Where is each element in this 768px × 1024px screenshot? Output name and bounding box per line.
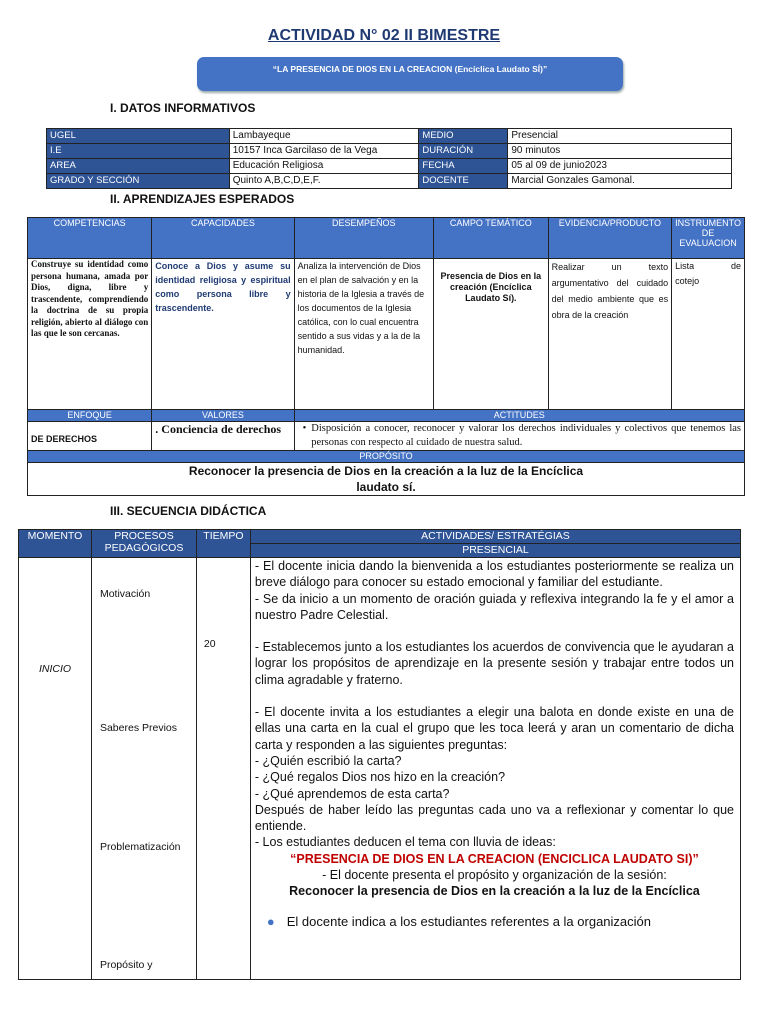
campo-tematico-text: Presencia de Dios en la creación (Encíclica Laudato Sí). (433, 259, 548, 410)
actitud-text: Disposición a conocer, reconocer y valorar los derechos individuales y colectivos que tenemos las personas con respecto al cuidado de nuestra salud. (311, 423, 741, 448)
valor-text: . Conciencia de derechos (152, 422, 294, 451)
banner-text: “LA PRESENCIA DE DIOS EN LA CREACION (Encíclica Laudato SÍ)” (272, 64, 548, 74)
pregunta-1: - ¿Quién escribió la carta? (254, 753, 402, 768)
actividad-presenta-proposito: - El docente presenta el propósito y organización de la sesión: (322, 868, 667, 883)
duracion-label: DURACIÓN (419, 144, 508, 159)
header-competencias: COMPETENCIAS (28, 218, 152, 259)
topic-banner (197, 57, 623, 91)
header-actitudes: ACTITUDES (294, 410, 744, 422)
header-enfoque: ENFOQUE (28, 410, 152, 422)
actividad-reflexion: Después de haber leído las preguntas cada uno va a reflexionar y comentar lo que entiende. (254, 802, 734, 834)
info-row (47, 144, 732, 159)
aprendizajes-table (27, 217, 745, 496)
aprendizajes-content-row (28, 259, 745, 410)
tiempo-cell (196, 558, 250, 980)
proceso-motivacion: Motivación (99, 588, 151, 600)
capacidad-text: Conoce a Dios y asume su identidad religiosa y espiritual como persona libre y trascendente. (152, 259, 294, 410)
header-procesos: PROCESOS PEDAGÓGICOS (91, 530, 196, 558)
header-presencial: PRESENCIAL (250, 544, 740, 558)
enfoque-header-row (28, 410, 745, 422)
header-campo-tematico: CAMPO TEMÁTICO (433, 218, 548, 259)
secuencia-header-row (19, 530, 741, 544)
section-aprendizajes: II. APRENDIZAJES ESPERADOS (110, 192, 295, 206)
area-label: AREA (47, 159, 230, 174)
docente-label: DOCENTE (419, 174, 508, 189)
proposito-line-2: laudato sí. (356, 480, 416, 494)
procesos-cell (91, 558, 196, 980)
proceso-saberes-previos: Saberes Previos (99, 722, 178, 734)
medio-value: Presencial (508, 129, 732, 144)
section-secuencia: III. SECUENCIA DIDÁCTICA (110, 504, 267, 518)
ie-value: 10157 Inca Garcilaso de la Vega (229, 144, 419, 159)
actividad-organizacion: ● El docente indica a los estudiantes referentes a la organización (266, 913, 651, 929)
secuencia-table (18, 529, 741, 980)
header-valores: VALORES (152, 410, 294, 422)
tiempo-value: 20 (203, 638, 216, 650)
header-instrumento: INSTRUMENTO DE EVALUACION (672, 218, 745, 259)
proceso-proposito: Propósito y (99, 959, 153, 971)
section-datos-informativos: I. DATOS INFORMATIVOS (110, 101, 256, 115)
header-desempenos: DESEMPEÑOS (294, 218, 433, 259)
duracion-value: 90 minutos (508, 144, 732, 159)
info-row (47, 174, 732, 189)
actividad-acuerdos: - Establecemos junto a los estudiantes los acuerdos de convivencia que le ayudaran a lograr los propósitos de aprendizaje en la presente sesión y trabajar entre todos un clima agradable y fraterno. (254, 640, 734, 687)
actividades-cell (250, 558, 740, 980)
proposito-line-1: Reconocer la presencia de Dios en la creación a la luz de la Encíclica (188, 464, 584, 478)
momento-cell (19, 558, 92, 980)
aprendizajes-header-row (28, 218, 745, 259)
fecha-label: FECHA (419, 159, 508, 174)
enfoque-row (28, 422, 745, 451)
header-evidencia: EVIDENCIA/PRODUCTO (548, 218, 671, 259)
fecha-value: 05 al 09 de junio2023 (508, 159, 732, 174)
proposito-cell (28, 463, 745, 496)
enfoque-text: DE DERECHOS (28, 422, 152, 451)
ugel-label: UGEL (47, 129, 230, 144)
actividad-lluvia-ideas: - Los estudiantes deducen el tema con lluvia de ideas: (254, 835, 556, 850)
info-row (47, 129, 732, 144)
info-table (46, 128, 732, 189)
desempeno-text: Analiza la intervención de Dios en el plan de salvación y en la historia de la Iglesia a través de los documentos de la Iglesia católica, con lo cual encuentra sentido a sus vidas y a la de la humanidad. (294, 259, 433, 410)
proposito-header-row (28, 451, 745, 463)
proposito-row (28, 463, 745, 496)
actitud-cell (294, 422, 744, 451)
actividad-balota: - El docente invita a los estudiantes a elegir una balota en donde existe en una de ellas una carta en la cual el grupo que les toca leerá y aran un comentario de dicha carta y responden a las siguientes preguntas: (254, 705, 734, 752)
pregunta-2: - ¿Qué regalos Dios nos hizo en la creación? (254, 770, 506, 785)
header-capacidades: CAPACIDADES (152, 218, 294, 259)
spacer (255, 623, 734, 639)
header-actividades: ACTIVIDADES/ ESTRATÉGIAS (250, 530, 740, 544)
bullet-icon: • (302, 423, 307, 434)
competencia-text: Construye su identidad como persona humana, amada por Dios, digna, libre y trascendente, comprendiendo la doctrina de su propia religión, abierto al diálogo con las que le son cercanas. (28, 259, 152, 410)
page-title: ACTIVIDAD N° 02 II BIMESTRE (267, 27, 501, 44)
header-momento: MOMENTO (19, 530, 92, 558)
spacer (255, 688, 734, 704)
grado-value: Quinto A,B,C,D,E,F. (229, 174, 419, 189)
bullet-icon: ● (266, 913, 275, 929)
instrumento-text: Lista de cotejo (672, 259, 745, 410)
grado-label: GRADO Y SECCIÓN (47, 174, 230, 189)
header-proposito: PROPÓSITO (28, 451, 745, 463)
ie-label: I.E (47, 144, 230, 159)
momento-inicio: INICIO (38, 663, 72, 675)
proceso-problematizacion: Problematización (99, 841, 181, 853)
header-tiempo: TIEMPO (196, 530, 250, 558)
actividad-oracion: - Se da inicio a un momento de oración guiada y reflexiva integrando la fe y el amor a nuestro Padre Celestial. (254, 591, 734, 622)
medio-label: MEDIO (419, 129, 508, 144)
tema-titulo: “PRESENCIA DE DIOS EN LA CREACION (ENCICLICA LAUDATO SI)” (290, 851, 699, 866)
info-row (47, 159, 732, 174)
proposito-sesion: Reconocer la presencia de Dios en la creación a la luz de la Encíclica (289, 884, 700, 899)
area-value: Educación Religiosa (229, 159, 419, 174)
ugel-value: Lambayeque (229, 129, 419, 144)
docente-value: Marcial Gonzales Gamonal. (508, 174, 732, 189)
pregunta-3: - ¿Qué aprendemos de esta carta? (254, 786, 450, 801)
secuencia-inicio-row (19, 558, 741, 980)
evidencia-text: Realizar un texto argumentativo del cuidado del medio ambiente que es obra de la creación (548, 259, 671, 410)
actividad-bienvenida: - El docente inicia dando la bienvenida a los estudiantes posteriormente se realiza un breve diálogo para conocer su estado emocional y familiar del estudiante. (254, 559, 734, 590)
